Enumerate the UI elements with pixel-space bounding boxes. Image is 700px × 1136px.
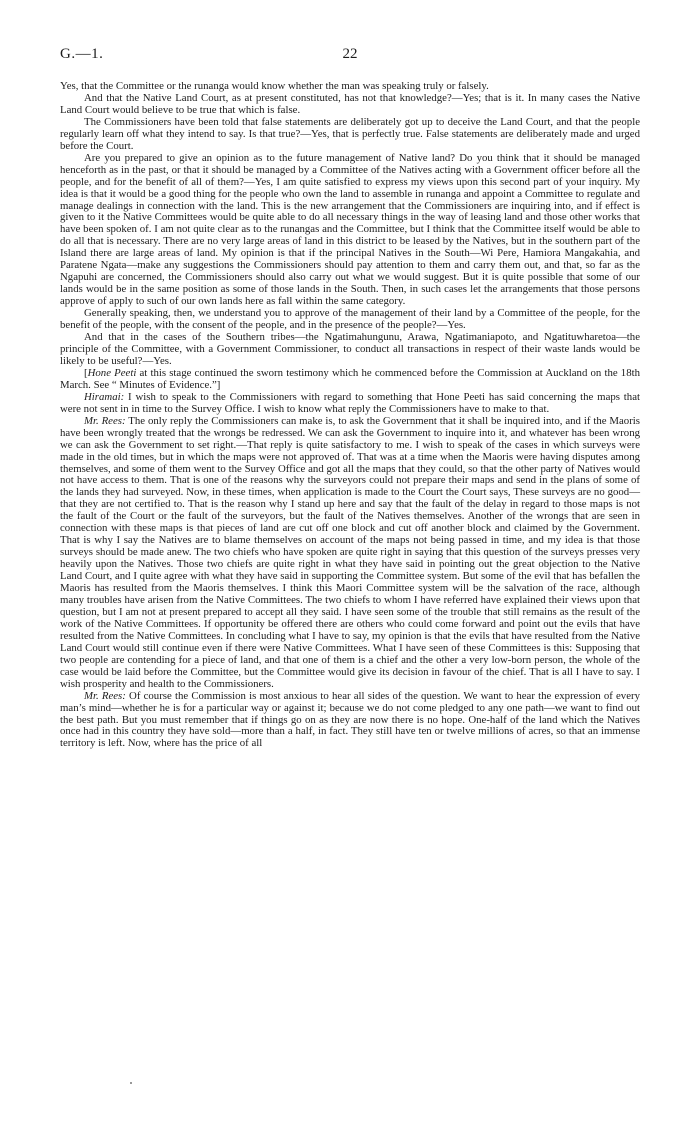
paragraph: Generally speaking, then, we understand you to approve of the management of their land by a Committee of the people, for the benefit of the people, with the consent of the people, and in the presence of the people?—Yes.	[60, 307, 640, 332]
running-head	[60, 46, 640, 66]
speaker-name: Mr. Rees:	[84, 689, 126, 702]
speaker-paragraph: Mr. Rees: The only reply the Commissioners can make is, to ask the Government that it shall be inquired into, and if the Maoris have been wrongly treated that the wrongs be redressed. We can ask the Government to inquire into it, and whatever has been wrong we can ask the Government to set right.—That reply is quite satisfactory to me. I wish to speak of the cases in which surveys were made in the old times, but in which the maps were not approved of. That was at a time when the Maoris were having disputes among themselves, and some of them went to the Survey Office and got all the maps that they could, so that the other party of Natives would not have access to them. That is one of the reasons why the surveyors could not prepare their maps and send in the plans of some of the lands they had surveyed. Now, in these times, when application is made to the Court the Court says, These surveys are no good—that they are not certified to. That is the reason why I stand up here and say that the fault of the delay in regard to those maps is not the fault of the Court or the fault of the surveyors, but the fault of the Natives themselves. Another of the wrongs that are seen in connection with these maps is that pieces of land are cut off one block and cut off another block and claimed by the Government. That is why I say the Natives are to blame themselves on account of the maps not being passed in time, and my idea is that those surveys should be made anew. The two chiefs who have spoken are quite right in saying that this question of the surveys presses very heavily upon the Natives. Those two chiefs are quite right in what they have said in pointing out the great objection to the Native Land Court, and I quite agree with what they have said in supporting the Committee system. But some of the evil that has befallen the Maoris has resulted from the Maoris themselves. I think this Maori Committee system will be the salvation of the race, although many troubles have arisen from the Native Committees. The two chiefs to whom I have referred have explained their views upon that question, but I am not at present prepared to accept all they said. I have seen some of the trouble that still remains as the result of the work of the Native Committees. If opportunity be offered there are others who could come forward and point out the evils that have resulted from the Native Committees. In concluding what I have to say, my opinion is that the evils that have resulted from the Native Land Court would still continue even if there were Native Committees. What I have seen of these Committees is this: Supposing that two people are contending for a piece of land, and that one of them is a chief and the other a very low-born person, the whole of the case would be laid before the Committee, but the Committee would give its decision in favour of the chief. That is all I have to say. I wish prosperity and health to the Commissioners.	[60, 414, 641, 690]
paragraph: Are you prepared to give an opinion as to the future management of Native land? Do you think that it should be managed henceforth as in the past, or that it should be managed by a Committee of the Natives acting with a Government officer before all the people, and for the benefit of all of them?—Yes, I am quite satisfied to express my views upon this second part of your inquiry. My idea is that it would be a good thing for the people who own the land to assemble in runanga and appoint a Committee to regulate and manage dealings in connection with the land. This is the new arrangement that the Commissioners are inquiring into, and if effect is given to it the Native Committees would be quite able to do all necessary things in the way of leasing land and those other works that have been spoken of. I am not quite clear as to the runangas and the Committee, but I think that the Committee itself would be able to do all that is necessary. There are no very large areas of land in this district to be leased by the Natives, but in the southern part of the Island there are large areas of land. My opinion is that if the principal Natives in the South—Wi Pere, Hamiora Mangakahia, and Paratene Ngata—make any suggestions the Commissioners should pay attention to them and carry them out, and that, so far as the Ngapuhi are concerned, the Commissioners should also carry out what we would suggest. But it is quite possible that some of our lands would be in the same position as some of those lands in the South. Then, in such cases let the arrangements that those persons approve of apply to such of our own lands here as fall within the same category.	[60, 151, 640, 308]
body-text	[60, 81, 640, 750]
page-number: 22	[342, 46, 358, 62]
note-name: Hone Peeti	[87, 366, 137, 379]
speaker-name: Mr. Rees:	[84, 414, 126, 427]
document-reference: G.—1.	[60, 46, 104, 62]
speaker-paragraph: Mr. Rees: Of course the Commission is most anxious to hear all sides of the question. We want to hear the expression of every man’s mind—whether he is for a particular way or against it; because we do not come pledged to any one path—we want to find out the best path. But you must remember that if things go on as they are now there is no hope. One-half of the land which the Natives once had in this country they have sold—more than a half, in fact. They still have ten or twelve millions of acres, so that an immense territory is left. Now, where has the price of all	[60, 689, 640, 750]
editorial-note: [Hone Peeti at this stage continued the sworn testimony which he commenced before the Commission at Auckland on the 18th March. See “ Minutes of Evidence.”]	[60, 366, 641, 391]
speaker-paragraph: Hiramai: I wish to speak to the Commissioners with regard to something that Hone Peeti has said concerning the maps that were not sent in in time to the Survey Office. I wish to know what reply the Commissioners have to make to that.	[60, 390, 640, 415]
print-speck	[130, 1082, 132, 1084]
paragraph: And that the Native Land Court, as at present constituted, has not that knowledge?—Yes; that is it. In many cases the Native Land Court would believe to be true that which is false.	[60, 91, 640, 116]
paragraph: Yes, that the Committee or the runanga would know whether the man was speaking truly or falsely.	[60, 80, 489, 92]
paragraph: And that in the cases of the Southern tribes—the Ngatimahungunu, Arawa, Ngatimaniapoto, and Ngatituwharetoa—the principle of the Committee, with a Government Commissioner, to conduct all transactions in respect of their waste lands would be likely to be useful?—Yes.	[60, 331, 640, 367]
speaker-name: Hiramai:	[84, 390, 125, 403]
note-bracket: [	[84, 366, 88, 379]
paragraph: The Commissioners have been told that false statements are deliberately got up to deceive the Land Court, and that the people regularly learn off what they intend to say. Is that true?—Yes, that is perfectly true. False statements are deliberately made and urged before the Court.	[60, 115, 640, 152]
